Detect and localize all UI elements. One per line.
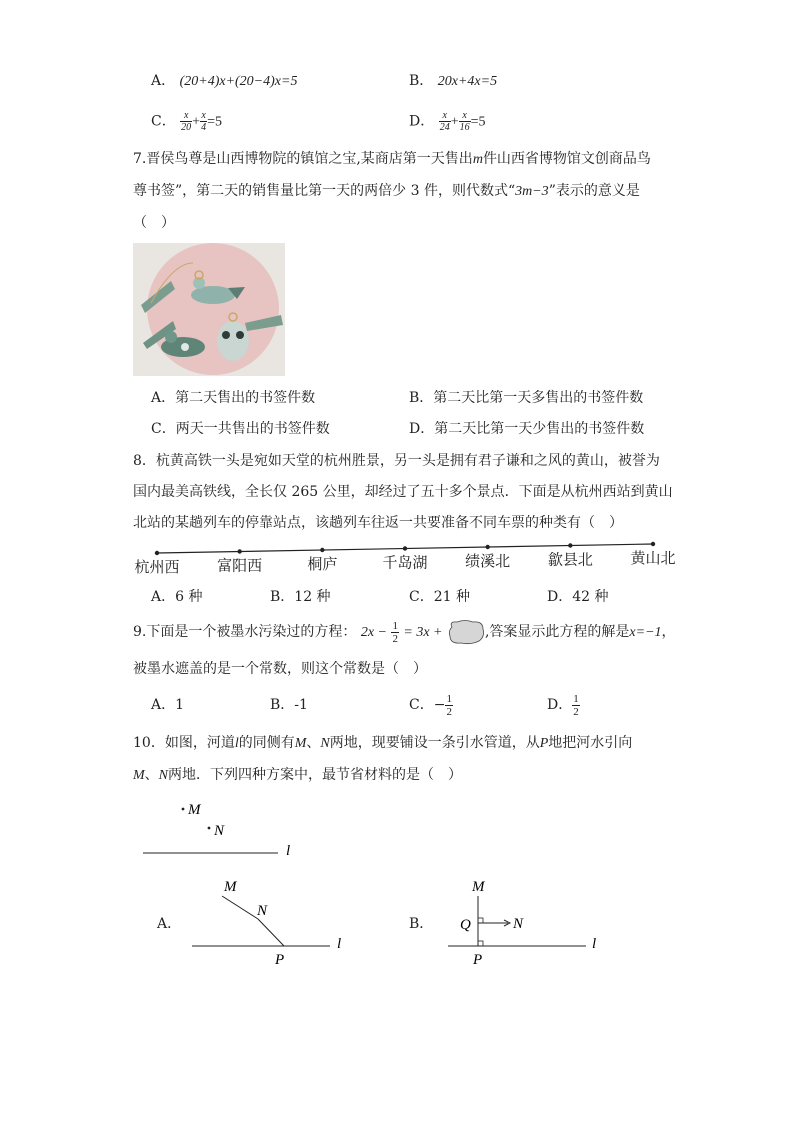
- q8-stem-line2: 国内最美高铁线，全长仅 265 公里，却经过了五十多个景点．下面是从杭州西站到黄山: [133, 484, 673, 500]
- plus-sign: +: [450, 114, 459, 130]
- q7-stem-line2: [133, 181, 640, 202]
- label-p: P: [275, 952, 285, 968]
- equals-five: =5: [207, 114, 222, 130]
- right-angle-mark-q: [478, 918, 483, 923]
- numerator: x: [180, 110, 192, 122]
- text: 两地，现要铺设一条引水管道，从: [329, 735, 540, 751]
- var-p: P: [539, 736, 549, 751]
- denominator: 24: [439, 122, 450, 133]
- fraction-one-half: [572, 693, 580, 718]
- denominator: 2: [392, 632, 398, 645]
- q6-option-d[interactable]: [409, 110, 486, 133]
- option-label: C．: [151, 113, 176, 130]
- q10-option-a-figure[interactable]: [190, 874, 350, 969]
- equation-right: = 3x +: [403, 625, 443, 640]
- fraction: [180, 110, 192, 133]
- q6-option-a[interactable]: [151, 71, 297, 92]
- q9-option-d[interactable]: [547, 688, 580, 722]
- q7-answer-paren: （ ）: [133, 215, 175, 231]
- numerator: x: [201, 110, 206, 121]
- text: 地把河水引向: [548, 735, 633, 751]
- q10-stem-line2: [133, 765, 462, 786]
- station-label: 富阳西: [217, 558, 263, 575]
- station-label: 歙县北: [547, 552, 593, 569]
- q10-option-a-label[interactable]: A．: [157, 916, 182, 932]
- option-b-expression: 20x+4x=5: [437, 74, 498, 89]
- option-label: D．: [409, 113, 435, 130]
- q10-main-figure: [135, 795, 305, 860]
- option-label: B．: [409, 73, 434, 89]
- right-angle-mark-p: [478, 941, 483, 946]
- station-label: 桐庐: [307, 557, 338, 573]
- station-label: 杭州西: [134, 560, 180, 576]
- text: 两地．下列四种方案中，最节省材料的是（ ）: [168, 767, 463, 783]
- q7-option-a[interactable]: A．第二天售出的书签件数: [151, 390, 316, 406]
- station-dot: [155, 551, 159, 555]
- label-l: l: [592, 936, 597, 952]
- text: 、: [306, 735, 321, 751]
- option-label: A．: [151, 73, 176, 89]
- bird-bookmark-illustration: [133, 243, 285, 376]
- var-m: M: [133, 768, 145, 783]
- label-m: M: [224, 879, 237, 895]
- q10-option-b-label[interactable]: B．: [409, 916, 434, 932]
- q8-stem-line1: 8．杭黄高铁一头是宛如天堂的杭州胜景，另一头是拥有君子谦和之风的黄山，被誉为: [133, 453, 660, 469]
- label-l: l: [286, 843, 291, 859]
- var-m: M: [294, 736, 307, 751]
- station-label: 千岛湖: [382, 555, 428, 572]
- railway-stations-diagram: [125, 535, 676, 579]
- segment-m-n: [222, 896, 258, 919]
- station-label: 黄山北: [630, 551, 676, 567]
- q7-option-b[interactable]: B．第二天比第一天多售出的书签件数: [409, 390, 644, 406]
- text: 尊书签”，第二天的销售量比第一天的两倍少 3 件，则代数式“: [133, 183, 516, 199]
- q7-option-c[interactable]: C．两天一共售出的书签件数: [151, 421, 330, 437]
- q9-stem-line1: [133, 619, 676, 646]
- q7-option-d[interactable]: D．第二天比第一天少售出的书签件数: [409, 421, 645, 437]
- equals-five: =5: [470, 114, 486, 130]
- denominator: 16: [459, 122, 470, 133]
- text: 件山西省博物馆文创商品鸟: [482, 151, 651, 167]
- denominator: 2: [573, 705, 579, 718]
- label-n: N: [214, 823, 225, 839]
- text: 7.晋侯鸟尊是山西博物院的镇馆之宝,某商店第一天售出: [133, 151, 473, 167]
- q8-option-d[interactable]: D．42 种: [547, 589, 609, 605]
- var-n: N: [320, 736, 330, 751]
- station-dot: [568, 543, 572, 547]
- text: 9.下面是一个被墨水污染过的方程：: [133, 624, 357, 640]
- label-l: l: [337, 936, 342, 952]
- station-dot: [485, 545, 489, 549]
- q6-option-c[interactable]: [151, 110, 222, 133]
- denominator: 20: [181, 122, 192, 133]
- station-dot: [320, 548, 324, 552]
- q10-option-b-figure[interactable]: [440, 874, 610, 969]
- label-m: M: [188, 802, 201, 818]
- text: 10．如图，河道: [133, 735, 235, 751]
- q8-option-c[interactable]: C．21 种: [409, 589, 470, 605]
- var-l: l: [234, 736, 239, 751]
- bookmark-photo: [133, 243, 285, 376]
- ink-blot-icon: [447, 619, 485, 645]
- fraction-one-half: [445, 693, 453, 718]
- denominator: 2: [446, 705, 452, 718]
- var-n: N: [158, 768, 169, 783]
- fraction-one-half: [391, 620, 399, 645]
- label-p: P: [473, 952, 483, 968]
- text: ，: [661, 624, 676, 640]
- label-m: M: [472, 879, 485, 895]
- equation-left: 2x −: [360, 625, 387, 640]
- fraction: [439, 110, 451, 133]
- text: ,答案显示此方程的解是: [484, 624, 630, 640]
- option-a-expression: (20+4)x+(20−4)x=5: [179, 74, 298, 89]
- label-n: N: [513, 916, 524, 932]
- solution: x=−1: [629, 625, 662, 640]
- numerator: x: [439, 110, 451, 122]
- station-dot: [651, 542, 655, 546]
- numerator: 1: [573, 692, 579, 705]
- plus-sign: +: [192, 114, 201, 130]
- text: 的同侧有: [238, 735, 295, 751]
- q9-option-c[interactable]: [409, 688, 453, 722]
- station-label: 绩溪北: [465, 554, 511, 570]
- q10-stem-line1: [133, 733, 632, 754]
- station-dot: [403, 546, 407, 550]
- label-q: Q: [460, 917, 471, 933]
- q7-stem-line1: [133, 149, 651, 170]
- numerator: x: [459, 110, 471, 122]
- expression: 3m−3: [515, 184, 549, 199]
- option-label: C．−: [409, 697, 446, 713]
- point-m: [182, 808, 185, 811]
- denominator: 4: [201, 122, 207, 133]
- point-n: [208, 827, 211, 830]
- numerator: 1: [392, 619, 398, 632]
- q6-option-b[interactable]: [409, 71, 497, 92]
- variable-m: m: [472, 152, 483, 167]
- q8-option-b[interactable]: B．12 种: [270, 589, 331, 605]
- station-dot: [237, 549, 241, 553]
- q8-option-a[interactable]: A．6 种: [151, 589, 203, 605]
- text: 、: [144, 767, 159, 783]
- option-label: D．: [547, 697, 573, 713]
- q9-option-a[interactable]: A．1: [151, 697, 185, 713]
- q8-stem-line3: 北站的某趟列车的停靠站点，该趟列车往返一共要准备不同车票的种类有（ ）: [133, 515, 623, 531]
- q9-stem-line2: 被墨水遮盖的是一个常数，则这个常数是（ ）: [133, 661, 427, 677]
- label-n: N: [257, 903, 268, 919]
- q9-option-b[interactable]: B．-1: [270, 697, 308, 713]
- fraction: [459, 110, 471, 133]
- segment-n-p: [258, 919, 284, 946]
- numerator: 1: [446, 692, 452, 705]
- text: ”表示的意义是: [548, 183, 640, 199]
